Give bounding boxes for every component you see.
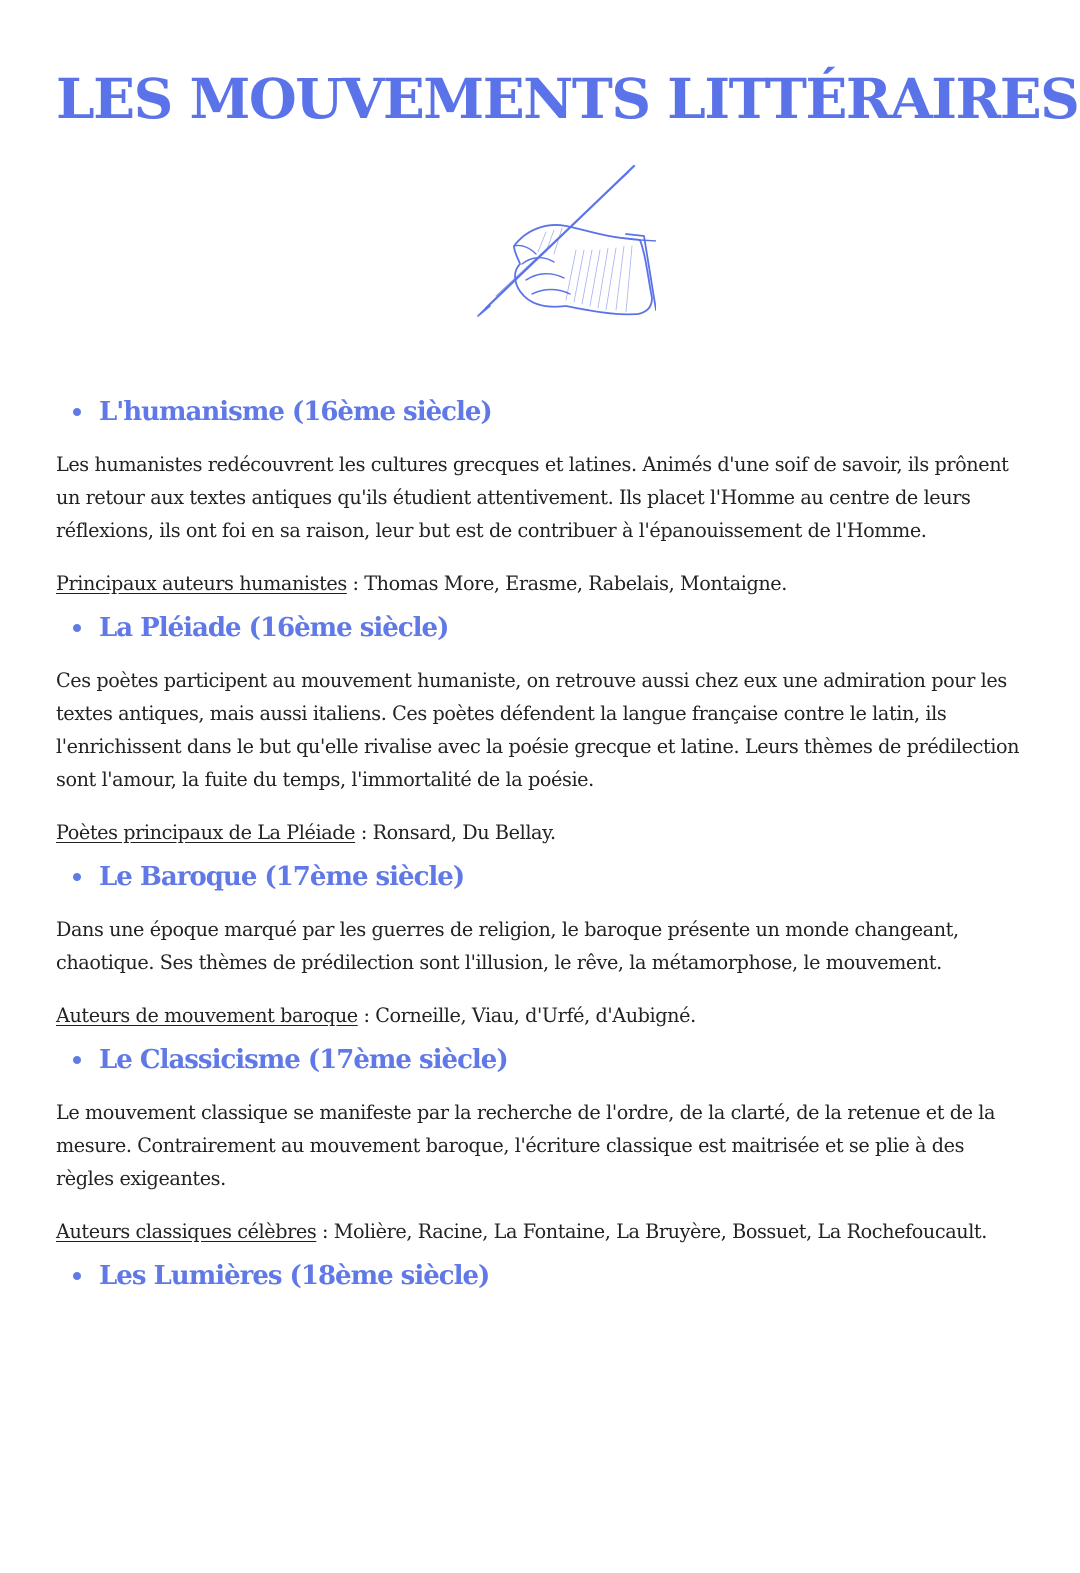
authors-list: Ronsard, Du Bellay. — [372, 821, 556, 844]
section-heading — [56, 1038, 1026, 1082]
bullet-icon — [73, 1272, 81, 1280]
section-authors — [56, 567, 1026, 600]
movements-list — [56, 390, 1026, 1312]
section-classicisme — [56, 1038, 1026, 1248]
authors-list: Corneille, Viau, d'Urfé, d'Aubigné. — [375, 1004, 696, 1027]
section-humanisme — [56, 390, 1026, 600]
section-authors — [56, 1215, 1026, 1248]
section-paragraph: Le mouvement classique se manifeste par la recherche de l'ordre, de la clarté, de la retenue et de la mesure. Contrairement au mouvement baroque, l'écriture classique est maitrisée et se plie à des règles exigeantes. — [56, 1101, 996, 1190]
section-heading-text: Le Baroque (17ème siècle) — [99, 862, 465, 892]
section-heading — [56, 855, 1026, 899]
section-heading — [56, 1254, 1026, 1298]
authors-list: Molière, Racine, La Fontaine, La Bruyère, Bossuet, La Rochefoucault. — [333, 1220, 987, 1243]
section-heading-text: Les Lumières (18ème siècle) — [99, 1261, 490, 1291]
authors-separator: : — [346, 572, 365, 595]
section-heading-text: Le Classicisme (17ème siècle) — [99, 1045, 508, 1075]
section-heading-text: La Pléiade (16ème siècle) — [99, 613, 449, 643]
section-paragraph: Les humanistes redécouvrent les cultures grecques et latines. Animés d'une soif de savoir, ils prônent un retour aux textes antiques qu'ils étudient attentivement. Ils placet l'Homme au centre de leurs réflexions, ils ont foi en sa raison, leur but est de contribuer à l'épanouissement de l'Homme. — [56, 453, 1009, 542]
bullet-icon — [73, 408, 81, 416]
section-baroque — [56, 855, 1026, 1032]
section-heading-text: L'humanisme (16ème siècle) — [99, 397, 492, 427]
hand-writing-with-quill-icon — [426, 160, 656, 325]
authors-separator: : — [316, 1220, 334, 1243]
authors-separator: : — [357, 1004, 376, 1027]
section-lumieres — [56, 1254, 1026, 1298]
authors-label: Principaux auteurs humanistes — [56, 572, 347, 595]
authors-list: Thomas More, Erasme, Rabelais, Montaigne. — [364, 572, 787, 595]
section-paragraph: Dans une époque marqué par les guerres de religion, le baroque présente un monde changeant, chaotique. Ses thèmes de prédilection sont l'illusion, le rêve, la métamorphose, le mouvement. — [56, 918, 959, 974]
authors-label: Poètes principaux de La Pléiade — [56, 821, 356, 844]
section-authors — [56, 999, 1026, 1032]
bullet-icon — [73, 1056, 81, 1064]
section-authors — [56, 816, 1026, 849]
section-heading — [56, 606, 1026, 650]
authors-separator: : — [355, 821, 373, 844]
section-heading — [56, 390, 1026, 434]
section-pleiade — [56, 606, 1026, 849]
page-title: LES MOUVEMENTS LITTÉRAIRES — [56, 66, 1079, 131]
section-paragraph: Ces poètes participent au mouvement humaniste, on retrouve aussi chez eux une admiration pour les textes antiques, mais aussi italiens. Ces poètes défendent la langue française contre le latin, ils l'enrichissent dans le but qu'elle rivalise avec la poésie grecque et latine. Leurs thèmes de prédilection sont l'amour, la fuite du temps, l'immortalité de la poésie. — [56, 669, 1020, 791]
authors-label: Auteurs de mouvement baroque — [56, 1004, 358, 1027]
authors-label: Auteurs classiques célèbres — [56, 1220, 317, 1243]
bullet-icon — [73, 873, 81, 881]
bullet-icon — [73, 624, 81, 632]
